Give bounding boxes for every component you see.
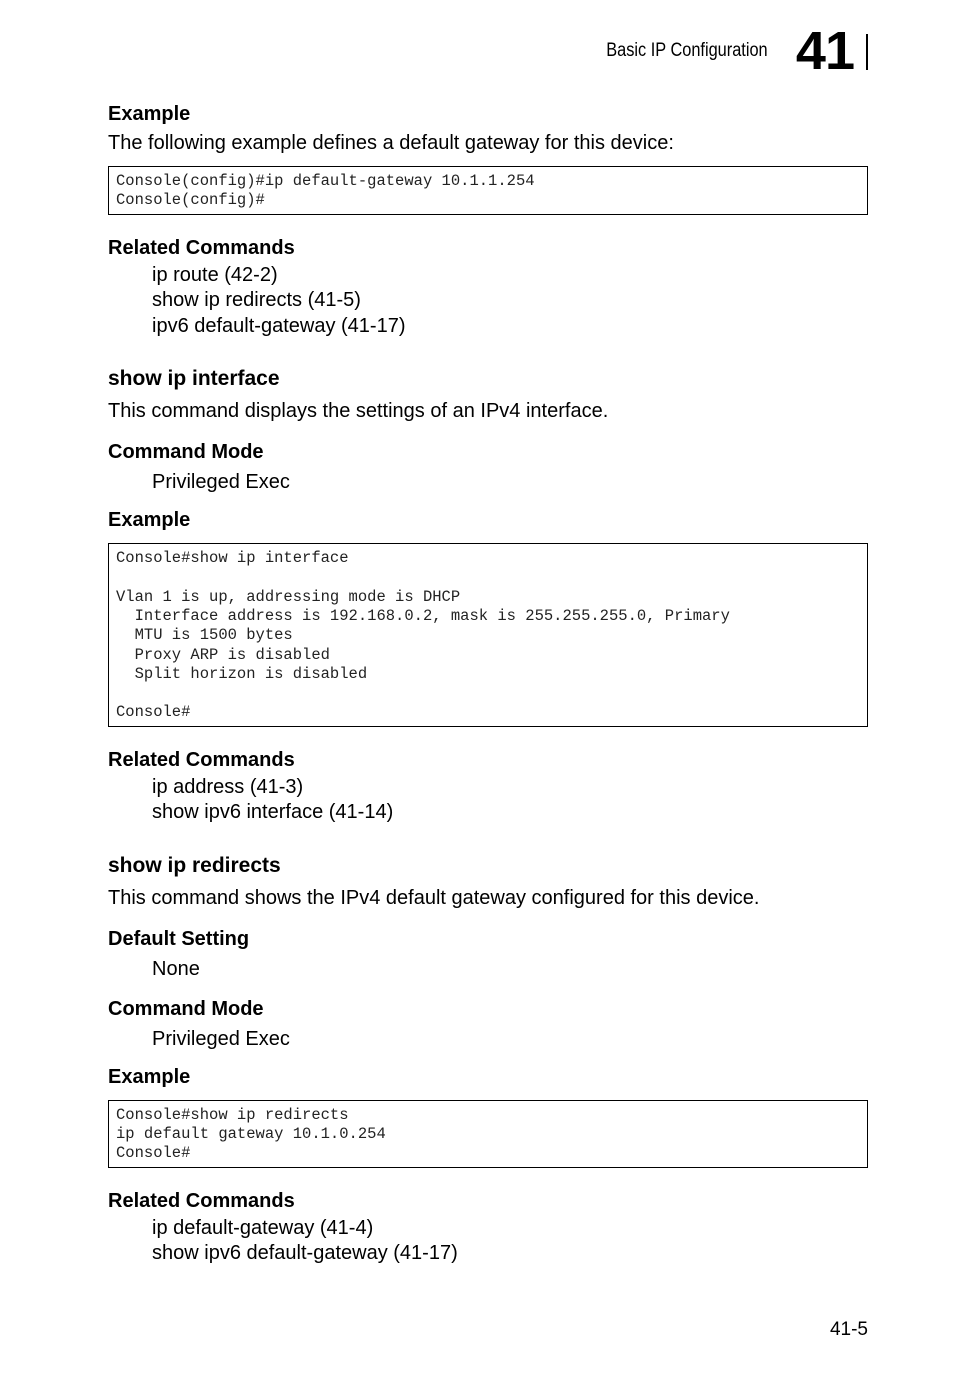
example-description: The following example defines a default gateway for this device: — [108, 132, 674, 154]
page-content — [108, 100, 868, 1267]
related-command: ip route (42-2) — [152, 263, 278, 286]
example-heading: Example — [108, 103, 191, 125]
code-line: Console#show ip redirects — [116, 1105, 349, 1124]
code-block — [108, 166, 868, 215]
code-line: ip default gateway 10.1.0.254 — [116, 1125, 386, 1144]
example-heading: Example — [108, 1065, 191, 1088]
code-line: Console# — [116, 703, 191, 722]
command-description: This command shows the IPv4 default gateway configured for this device. — [108, 886, 760, 909]
code-line: Console(config)# — [116, 191, 265, 210]
related-commands-heading: Related Commands — [108, 1189, 295, 1212]
related-command: ip default-gateway (41-4) — [152, 1216, 374, 1239]
command-mode-value: Privileged Exec — [152, 471, 290, 494]
page-number: 41-5 — [829, 1319, 868, 1340]
code-block — [108, 1100, 868, 1168]
command-title: show ip interface — [108, 367, 280, 391]
command-mode-value: Privileged Exec — [152, 1027, 290, 1050]
related-command: show ipv6 default-gateway (41-17) — [152, 1242, 458, 1265]
code-line: Interface address is 192.168.0.2, mask is 255.255.255.0, Primary — [116, 606, 730, 625]
default-setting-value: None — [152, 957, 200, 980]
code-line: Proxy ARP is disabled — [116, 645, 330, 664]
chapter-title: Basic IP Configuration — [606, 40, 768, 61]
related-command: ip address (41-3) — [152, 775, 304, 798]
related-command: show ip redirects (41-5) — [152, 289, 361, 312]
code-line: Console#show ip interface — [116, 549, 349, 568]
code-line: Console# — [116, 1144, 191, 1163]
code-block — [108, 543, 868, 727]
code-line: Console(config)#ip default-gateway 10.1.1.254 — [116, 172, 535, 190]
related-commands-heading: Related Commands — [108, 236, 295, 259]
command-mode-heading: Command Mode — [108, 997, 264, 1020]
related-commands-heading: Related Commands — [108, 748, 295, 771]
example-heading: Example — [108, 509, 191, 532]
chapter-number: 41 — [795, 21, 854, 81]
default-setting-heading: Default Setting — [108, 927, 250, 950]
related-command: ipv6 default-gateway (41-17) — [152, 314, 406, 337]
code-line: Vlan 1 is up, addressing mode is DHCP — [116, 587, 461, 606]
related-command: show ipv6 interface (41-14) — [152, 801, 394, 824]
command-title: show ip redirects — [108, 853, 281, 877]
command-mode-heading: Command Mode — [108, 441, 264, 464]
header-divider — [866, 34, 868, 70]
command-description: This command displays the settings of an IPv4 interface. — [108, 400, 609, 423]
code-line: MTU is 1500 bytes — [116, 626, 293, 645]
code-line: Split horizon is disabled — [116, 664, 368, 683]
